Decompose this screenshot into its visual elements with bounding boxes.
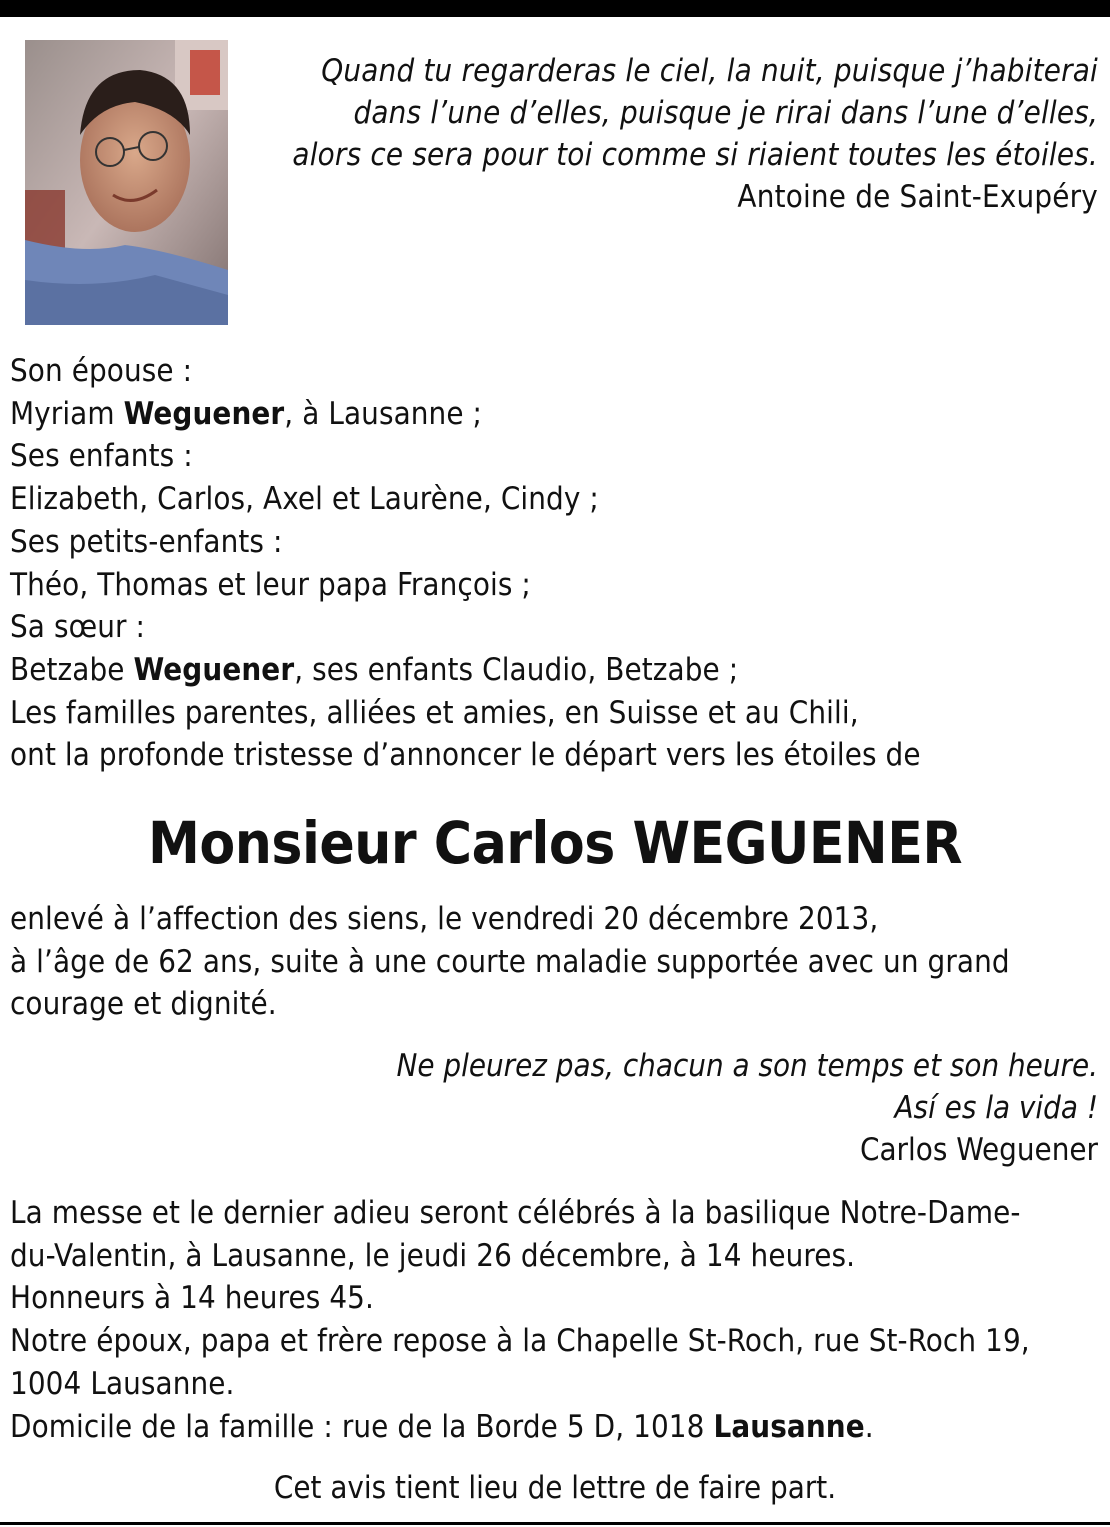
service-line: 1004 Lausanne. bbox=[10, 1365, 235, 1402]
children-names: Elizabeth, Carlos, Axel et Laurène, Cindy ; bbox=[10, 481, 599, 518]
quote-line: alors ce sera pour toi comme si riaient toutes les étoiles. bbox=[292, 137, 1098, 173]
service-details bbox=[10, 1192, 1030, 1448]
quote-line: Quand tu regarderas le ciel, la nuit, puisque j’habiterai bbox=[321, 53, 1098, 89]
children-label: Ses enfants : bbox=[10, 438, 193, 475]
service-line: La messe et le dernier adieu seront célébrés à la basilique Notre-Dame- bbox=[10, 1195, 1021, 1231]
family-list bbox=[10, 350, 921, 777]
death-line: à l’âge de 62 ans, suite à une courte maladie supportée avec un grand bbox=[10, 943, 1010, 980]
domicile-line: Domicile de la famille : rue de la Borde 5 D, 1018 Lausanne. bbox=[10, 1408, 874, 1445]
grandchildren-names: Théo, Thomas et leur papa François ; bbox=[10, 566, 531, 603]
quote2-line: Ne pleurez pas, chacun a son temps et son heure. bbox=[396, 1048, 1098, 1084]
spouse-label: Son épouse : bbox=[10, 353, 193, 389]
quote-line: dans l’une d’elles, puisque je rirai dans l’une d’elles, bbox=[353, 95, 1098, 131]
death-notice bbox=[10, 898, 1010, 1026]
quote2-author: Carlos Weguener bbox=[859, 1132, 1098, 1168]
quote-author: Antoine de Saint-Exupéry bbox=[737, 179, 1098, 215]
death-line: courage et dignité. bbox=[10, 986, 277, 1023]
families-line: Les familles parentes, alliées et amies, en Suisse et au Chili, bbox=[10, 694, 859, 731]
spouse-line: Myriam Weguener, à Lausanne ; bbox=[10, 395, 483, 432]
service-line: du-Valentin, à Lausanne, le jeudi 26 décembre, à 14 heures. bbox=[10, 1237, 856, 1274]
portrait-photo bbox=[25, 40, 228, 325]
sister-line: Betzabe Weguener, ses enfants Claudio, Betzabe ; bbox=[10, 651, 739, 688]
announce-line: ont la profonde tristesse d’annoncer le départ vers les étoiles de bbox=[10, 737, 921, 774]
service-line: Honneurs à 14 heures 45. bbox=[10, 1280, 374, 1317]
top-rule bbox=[0, 0, 1110, 17]
closing-note: Cet avis tient lieu de lettre de faire part. bbox=[273, 1470, 837, 1506]
death-line: enlevé à l’affection des siens, le vendredi 20 décembre 2013, bbox=[10, 901, 879, 937]
grandchildren-label: Ses petits-enfants : bbox=[10, 523, 283, 560]
spouse-surname: Weguener bbox=[123, 395, 285, 432]
deceased-name: Monsieur Carlos WEGUENER bbox=[147, 809, 963, 877]
domicile-city: Lausanne bbox=[713, 1408, 865, 1445]
bottom-rule bbox=[0, 1522, 1110, 1525]
closing-quote bbox=[198, 1045, 1098, 1171]
opening-quote bbox=[238, 50, 1098, 218]
service-line: Notre époux, papa et frère repose à la Chapelle St-Roch, rue St-Roch 19, bbox=[10, 1323, 1030, 1360]
quote2-line: Así es la vida ! bbox=[894, 1090, 1098, 1126]
sister-surname: Weguener bbox=[133, 651, 295, 688]
sister-label: Sa sœur : bbox=[10, 609, 146, 646]
